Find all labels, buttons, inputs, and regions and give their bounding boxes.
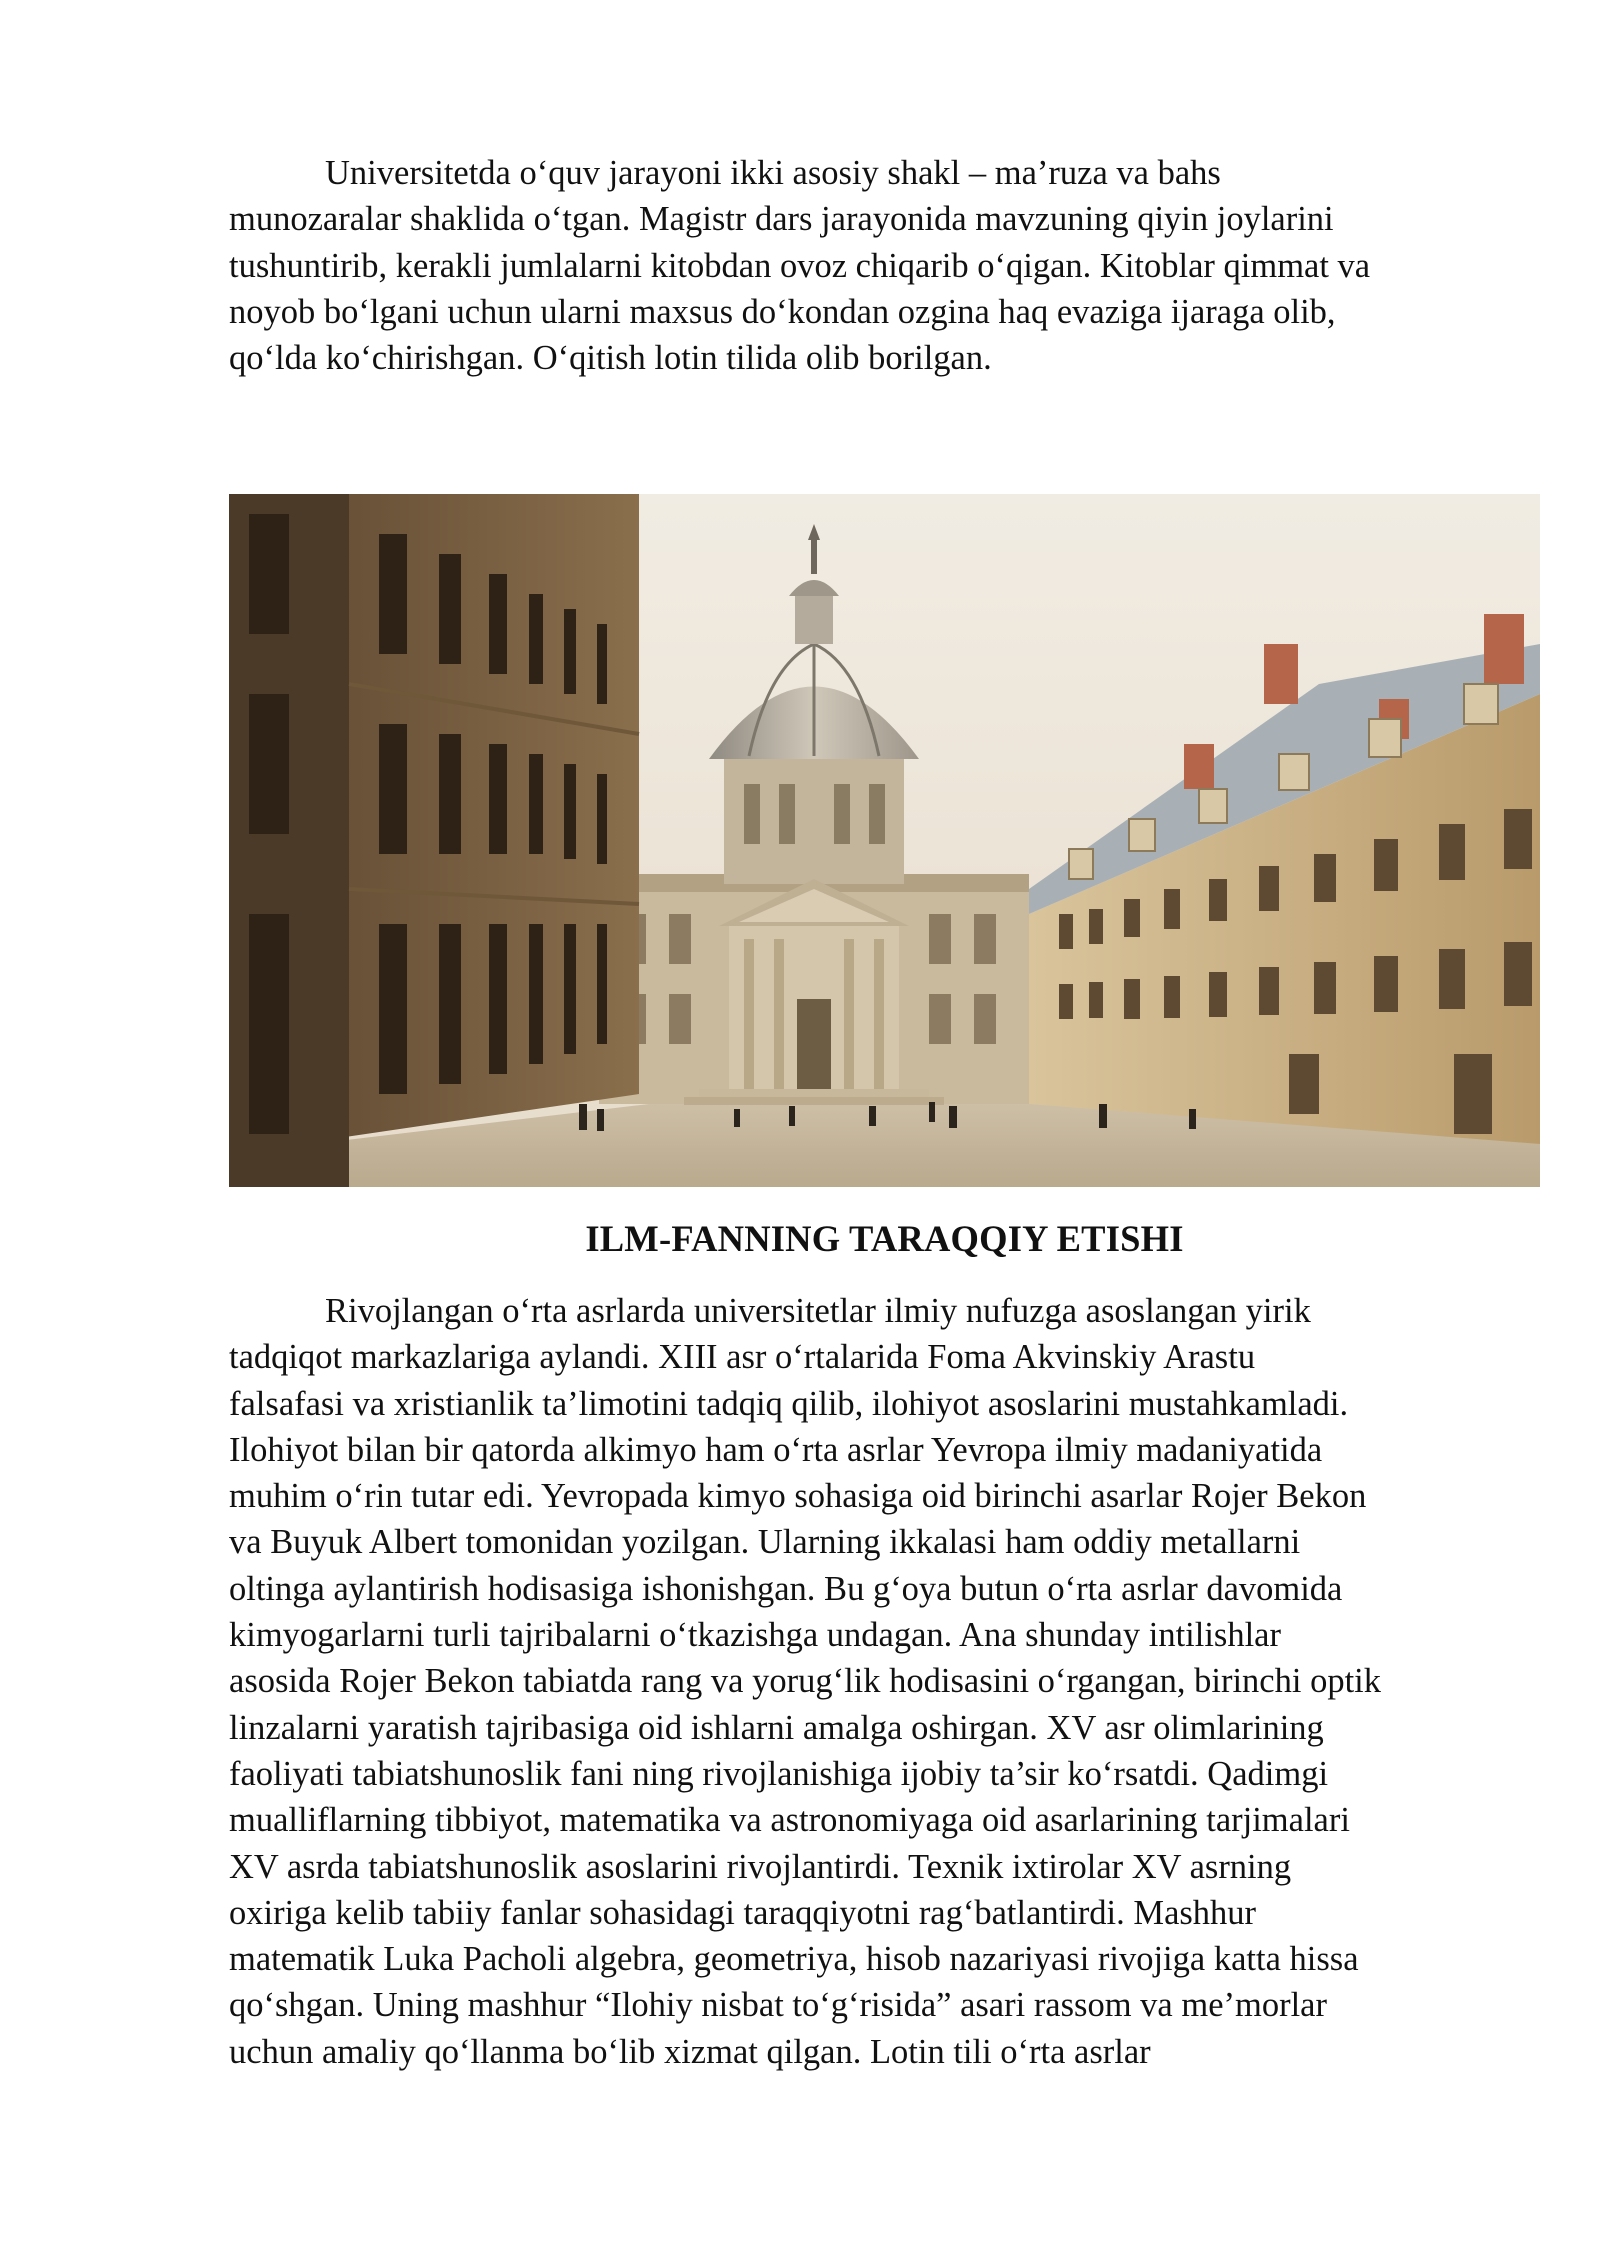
- paragraph-line: Ilohiyot bilan bir qatorda alkimyo ham o‘rta asrlar Yevropa ilmiy madaniyatida: [229, 1430, 1323, 1469]
- paragraph-line: oxiriga kelib tabiiy fanlar sohasidagi taraqqiyotni rag‘batlantirdi. Mashhur: [229, 1893, 1257, 1932]
- paragraph-line: oltinga aylantirish hodisasiga ishonishgan. Bu g‘oya butun o‘rta asrlar davomida: [229, 1569, 1343, 1608]
- sorbonne-painting-image: [229, 494, 1540, 1187]
- paragraph-line: uchun amaliy qo‘llanma bo‘lib xizmat qilgan. Lotin tili o‘rta asrlar: [229, 2032, 1151, 2071]
- paragraph-line: Universitetda o‘quv jarayoni ikki asosiy shakl – ma’ruza va bahs: [325, 154, 1221, 192]
- paragraph-line: faoliyati tabiatshunoslik fani ning rivojlanishiga ijobiy ta’sir ko‘rsatdi. Qadimgi: [229, 1754, 1329, 1793]
- paragraph-line: qo‘lda ko‘chirishgan. O‘qitish lotin tilida olib borilgan.: [229, 339, 992, 378]
- paragraph-line: mualliflarning tibbiyot, matematika va astronomiyaga oid asarlarining tarjimalari: [229, 1801, 1350, 1840]
- paragraph-line: Rivojlangan o‘rta asrlarda universitetlar ilmiy nufuzga asoslangan yirik: [325, 1292, 1311, 1330]
- paragraph-ilm-fan: [229, 1288, 1529, 2075]
- paragraph-line: linzalarni yaratish tajribasiga oid ishlarni amalga oshirgan. XV asr olimlarining: [229, 1708, 1324, 1747]
- painting-illustration: [229, 494, 1540, 1187]
- paragraph-line: XV asrda tabiatshunoslik asoslarini rivojlantirdi. Texnik ixtirolar XV asrning: [229, 1847, 1292, 1886]
- paragraph-line: kimyogarlarni turli tajribalarni o‘tkazishga undagan. Ana shunday intilishlar: [229, 1616, 1281, 1655]
- paragraph-line: asosida Rojer Bekon tabiatda rang va yorug‘lik hodisasini o‘rgangan, birinchi optik: [229, 1662, 1381, 1701]
- paragraph-line: muhim o‘rin tutar edi. Yevropada kimyo sohasiga oid birinchi asarlar Rojer Bekon: [229, 1477, 1367, 1516]
- paragraph-line: qo‘shgan. Uning mashhur “Ilohiy nisbat to‘g‘risida” asari rassom va me’morlar: [229, 1986, 1327, 2025]
- paragraph-line: noyob bo‘lgani uchun ularni maxsus do‘kondan ozgina haq evaziga ijaraga olib,: [229, 292, 1336, 331]
- paragraph-universitet: [229, 150, 1529, 381]
- paragraph-line: munozaralar shaklida o‘tgan. Magistr dars jarayonida mavzuning qiyin joylarini: [229, 200, 1334, 239]
- paragraph-line: matematik Luka Pacholi algebra, geometriya, hisob nazariyasi rivojiga katta hissa: [229, 1940, 1359, 1979]
- paragraph-line: tushuntirib, kerakli jumlalarni kitobdan ovoz chiqarib o‘qigan. Kitoblar qimmat va: [229, 246, 1371, 285]
- section-heading: ILM-FANNING TARAQQIY ETISHI: [585, 1218, 1184, 1259]
- paragraph-line: tadqiqot markazlariga aylandi. XIII asr o‘rtalarida Foma Akvinskiy Arastu: [229, 1338, 1256, 1377]
- paragraph-line: va Buyuk Albert tomonidan yozilgan. Ularning ikkalasi ham oddiy metallarni: [229, 1523, 1301, 1562]
- paragraph-line: falsafasi va xristianlik ta’limotini tadqiq qilib, ilohiyot asoslarini mustahkamladi.: [229, 1384, 1349, 1423]
